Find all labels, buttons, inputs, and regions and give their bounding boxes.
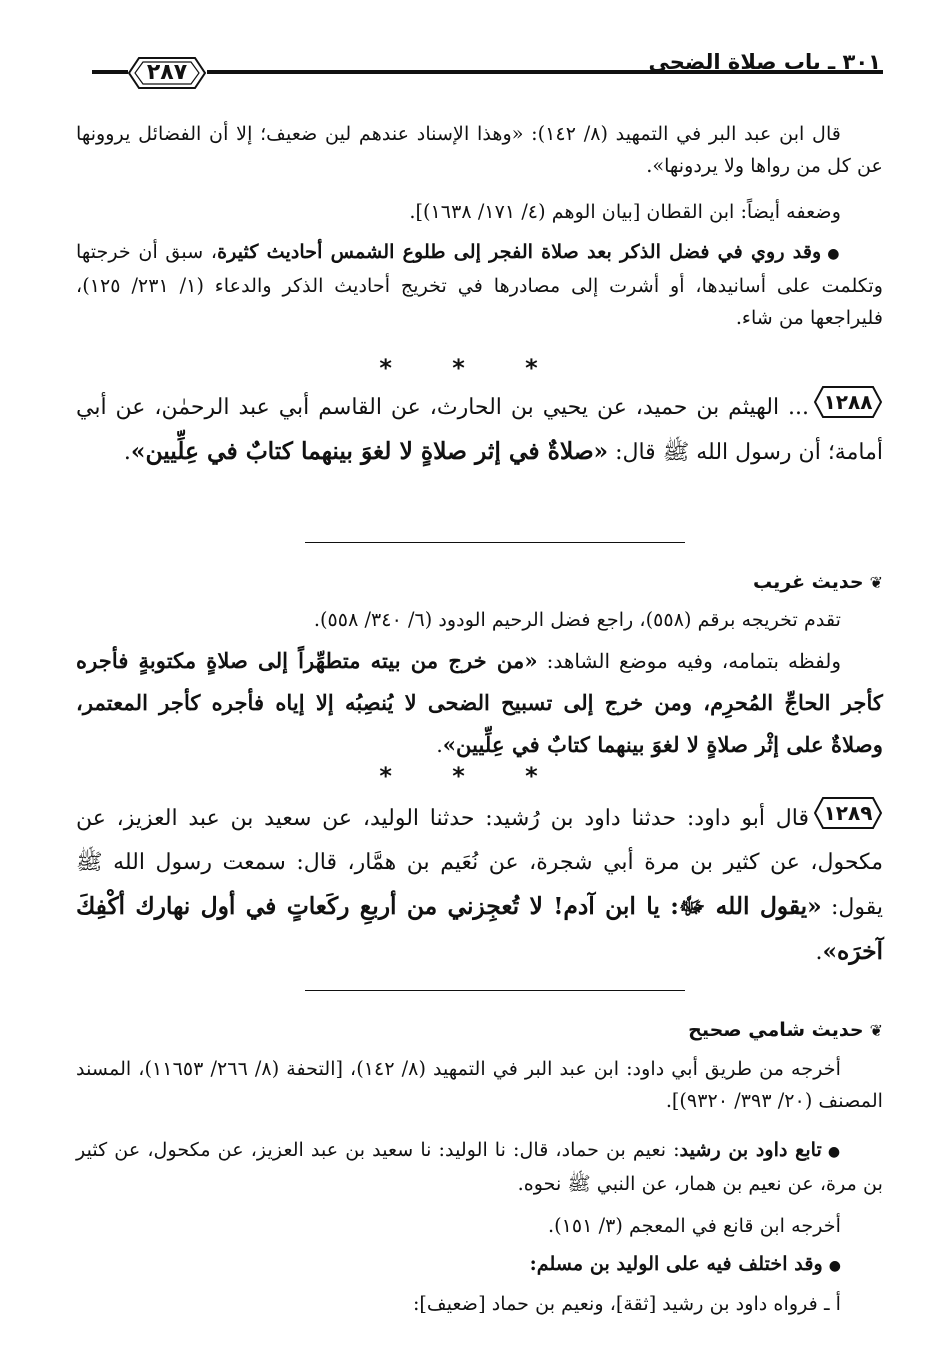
paragraph-text: : نعيم بن حماد، قال: نا الوليد: نا سعيد بن عبد العزيز، عن مكحول، عن كثير بن مرة، عن نعيم بن همار، عن النبي ﷺ نحوه.: [76, 1138, 883, 1195]
hadith-matn: «يقول الله ﷻ: يا ابن آدم! لا تُعجِزني من أربعِ ركَعاتٍ في أول نهارك أكْفِكَ آخرَه»: [76, 893, 883, 965]
hadith-isnad: قال أبو داود: حدثنا داود بن رُشيد: حدثنا الوليد، عن سعيد بن عبد العزيز، عن مكحول، عن كثير بن مرة أبي شجرة، عن نُعَيم بن همَّار، قال: سمعت رسول الله ﷺ يقول:: [76, 806, 883, 920]
paragraph-ikhtilaf: [76, 1248, 883, 1282]
section-divider-stars: * * *: [379, 762, 564, 790]
hadith-1289-text: [76, 795, 883, 975]
header-rule-left: [92, 70, 128, 74]
grade-title: حديث شامي صحيح: [688, 1019, 864, 1041]
hadith-matn: «صلاةٌ في إثر صلاةٍ لا لغوَ بينهما كتابٌ في عِلِّيين»: [130, 438, 609, 465]
punctuation: .: [123, 440, 131, 465]
paragraph-takhrij: أخرجه من طريق أبي داود: ابن عبد البر في التمهيد (٨/ ١٤٢)، [التحفة (٨/ ٢٦٦/ ١١٦٥٣)، المسند المصنف (٢٠/ ٣٩٣/ ٩٣٢٠)].: [76, 1057, 883, 1112]
hadith-1288-text: [76, 384, 883, 475]
hadith-number: ١٢٨٨: [823, 390, 873, 414]
header-rule-right: [207, 70, 883, 74]
page-number: ٢٨٧: [146, 60, 188, 85]
punctuation: .: [815, 940, 823, 965]
paragraph-ibn-al-qattan: وضعفه أيضاً: ابن القطان [بيان الوهم (٤/ ١٧١/ ١٦٣٨)].: [409, 200, 841, 223]
bold-lead: وقد اختلف فيه على الوليد بن مسلم:: [529, 1252, 823, 1275]
paragraph-text: ، سبق أن خرجتها وتكلمت على أسانيدها، أو أشرت إلى مصادرها في تخريج أحاديث الذكر والدعاء (١/ ٢٣١/ ١٢٥)، فليراجعها من شاء.: [76, 240, 883, 329]
hadith-number-badge: [813, 384, 883, 420]
paragraph-ibn-qani: أخرجه ابن قانع في المعجم (٣/ ١٥١).: [547, 1214, 841, 1237]
paragraph-full-wording: [76, 640, 883, 766]
hadith-matn: «من خرج من بيته متطهِّراً إلى صلاةٍ مكتوبةٍ فأجره كأجر الحاجِّ المُحرِم، ومن خرج إلى تسبيح الضحى لا يُنصِبُه إلا إياه فأجره كأجر المعتمر، وصلاةٌ على إثْر صلاةٍ لا لغوَ بينهما كتابٌ في عِلِّيين»: [76, 648, 883, 757]
bullet-icon: ●: [827, 1144, 841, 1160]
grade-heading: [76, 566, 883, 599]
separator-line: [305, 990, 685, 991]
chapter-heading: ٣٠١ ـ باب صلاة الضحى: [648, 50, 881, 74]
book-icon: ❦: [869, 573, 883, 592]
bullet-icon: ●: [828, 1258, 841, 1274]
bullet-icon: ●: [827, 246, 842, 262]
separator-line: [305, 542, 685, 543]
hadith-number: ١٢٨٩: [823, 801, 873, 825]
bold-lead: وقد روي في فضل الذكر بعد صلاة الفجر إلى طلوع الشمس أحاديث كثيرة: [217, 240, 822, 263]
hadith-isnad: ... الهيثم بن حميد، عن يحيي بن الحارث، عن القاسم أبي عبد الرحمٰن، عن أبي أمامة؛ أن رسول الله ﷺ قال:: [76, 395, 883, 465]
paragraph-first-way: أ ـ فرواه داود بن رشيد [ثقة]، ونعيم بن حماد [ضعيف]:: [412, 1292, 841, 1315]
section-divider-stars: * * *: [379, 354, 564, 382]
paragraph-related-ahadith: [76, 236, 883, 334]
hadith-number-badge: [813, 795, 883, 831]
punctuation: .: [436, 733, 443, 757]
grade-title: حديث غريب: [753, 571, 864, 593]
paragraph-takhrij: تقدم تخريجه برقم (٥٥٨)، راجع فضل الرحيم الودود (٦/ ٣٤٠/ ٥٥٨).: [313, 608, 841, 631]
paragraph-mutaba: [76, 1134, 883, 1200]
page-number-badge: [127, 56, 207, 90]
bold-lead: تابع داود بن رشيد: [679, 1138, 822, 1161]
book-icon: ❦: [869, 1021, 883, 1040]
paragraph-ibn-abd-al-barr: قال ابن عبد البر في التمهيد (٨/ ١٤٢): «وهذا الإسناد عندهم لين ضعيف؛ إلا أن الفضائل يروونها عن كل من رواها ولا يردونها».: [76, 122, 883, 177]
paragraph-text: ولفظه بتمامه، وفيه موضع الشاهد:: [537, 649, 841, 673]
grade-heading: [76, 1014, 883, 1047]
